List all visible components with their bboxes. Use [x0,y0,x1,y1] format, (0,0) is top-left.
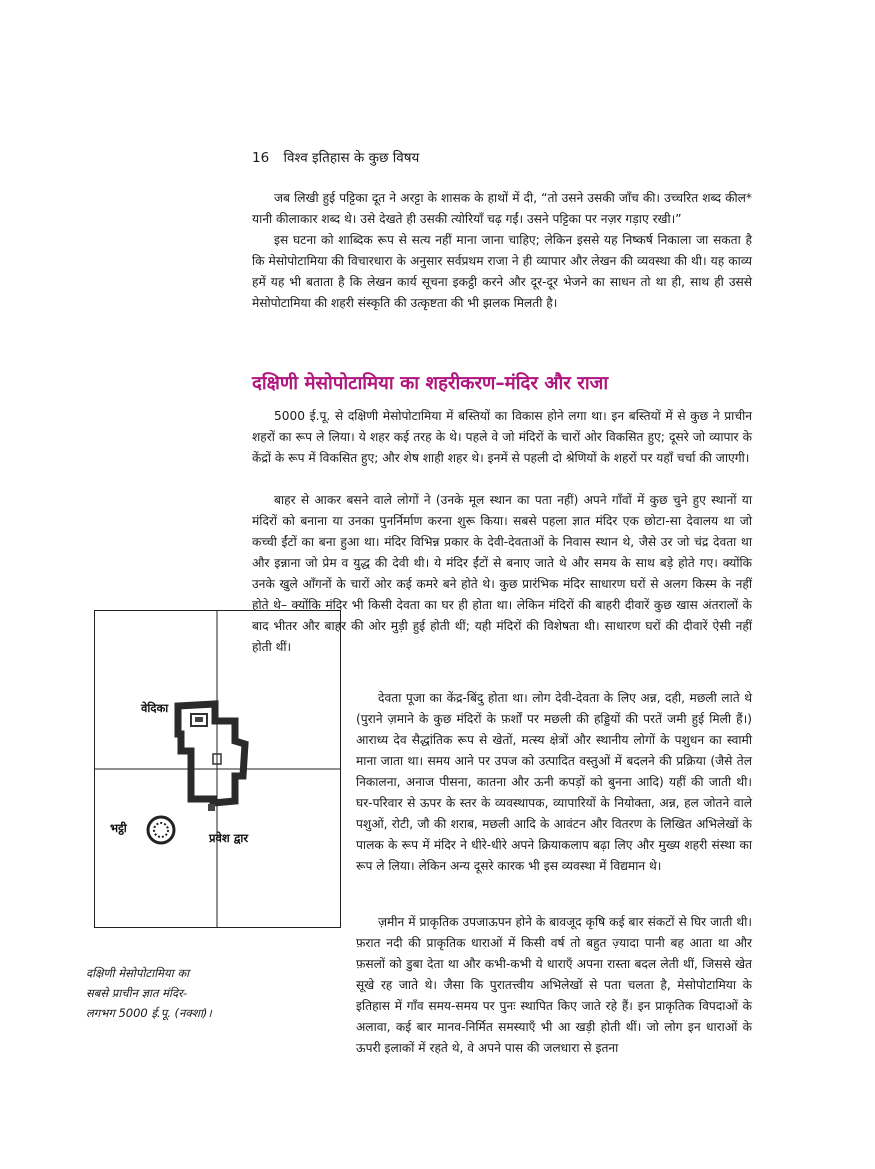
section-paragraph-4-start: ज़मीन में प्राकृतिक उपजाऊपन होने के बावजूद कृषि कई बार संकटों से घिर जाती थी। फ़रात नदी की प्राकृतिक धाराओं में किसी वर्ष तो बहुत ज़्यादा पानी बह आता था और फ़सलों को डुबा देता था और कभी-कभी ये धाराएँ अपना रास्ता बदल लेती थीं, जिससे खेत सूखे रह जाते थे। जैसा कि पुरातत्त्वीय अभिलेखों से पता चलता है, मेसोपोटामिया के इतिहास में गाँव समय-समय पर पुनः स्थापित किए जाते रहे हैं। इन प्राकृतिक विपदाओं के अलावा, कई बार मानव-निर्मित समस्याएँ भी आ खड़ी होती थीं। जो लोग इन धाराओं के ऊपरी इलाकों में रहते थे, वे अपने पास की जलधारा से इतना [356,915,752,1055]
running-title: विश्व इतिहास के कुछ विषय [283,150,420,166]
temple-plan-drawing [95,611,340,927]
intro-paragraph-1: जब लिखी हुई पट्टिका दूत ने अरट्टा के शासक के हाथों में दी, “तो उसने उसकी जाँच की। उच्चरित शब्द कील* यानी कीलाकार शब्द थे। उसे देखते ही उसकी त्योरियाँ चढ़ गईं। उसने पट्टिका पर नज़र गड़ाए रखी।” [252,191,752,226]
page-number: 16 [252,150,270,166]
section-heading: दक्षिणी मेसोपोटामिया का शहरीकरण–मंदिर और राजा [252,373,609,394]
running-head [252,148,419,166]
altar-core [195,717,203,722]
section-text-top [252,406,752,469]
figure-caption [86,963,246,1023]
label-vedika: वेदिका [141,701,169,715]
temple-walls [178,704,245,803]
intro-paragraph-2: इस घटना को शाब्दिक रूप से सत्य नहीं माना जाना चाहिए; लेकिन इससे यह निष्कर्ष निकाला जा सकता है कि मेसोपोटामिया की विचारधारा के अनुसार सर्वप्रथम राजा ने ही व्यापार और लेखन की व्यवस्था की थी। यह काव्य हमें यह भी बताता है कि लेखन कार्य सूचना इकट्ठी करने और दूर-दूर भेजने का साधन तो था ही, साथ ही उससे मेसोपोटामिया की शहरी संस्कृति की उत्कृष्टता की भी झलक मिलती है। [252,233,752,310]
section-paragraph-3: देवता पूजा का केंद्र-बिंदु होता था। लोग देवी-देवता के लिए अन्न, दही, मछली लाते थे (पुराने ज़माने के कुछ मंदिरों के फ़र्शों पर मछली की हड्डियों की परतें जमी हुई मिली हैं।) आराध्य देव सैद्धांतिक रूप से खेतों, मत्स्य क्षेत्रों और स्थानीय लोगों के पशुधन का स्वामी माना जाता था। समय आने पर उपज को उत्पादित वस्तुओं में बदलने की प्रक्रिया (जैसे तेल निकालना, अनाज पीसना, कातना और ऊनी कपड़ों को बुनना आदि) यहीं की जाती थी। घर-परिवार से ऊपर के स्तर के व्यवस्थापक, व्यापारियों के नियोक्ता, अन्न, हल जोतने वाले पशुओं, रोटी, जौ की शराब, मछली आदि के आवंटन और वितरण के लिखित अभिलेखों के पालक के रूप में मंदिर ने धीरे-धीरे अपने क्रियाकलाप बढ़ा लिए और मुख्य शहरी संस्था का रूप ले लिया। लेकिन अन्य दूसरे कारक भी इस व्यवस्था में विद्यमान थे। [356,691,752,873]
entrance-post [208,804,215,811]
caption-line-2: सबसे प्राचीन ज्ञात मंदिर- [86,986,187,1000]
section-text-side-end [356,912,752,1055]
section-paragraph-2: बाहर से आकर बसने वाले लोगों ने (उनके मूल स्थान का पता नहीं) अपने गाँवों में कुछ चुने हुए स्थानों या मंदिरों को बनाना या उनका पुनर्निर्माण करना शुरू किया। सबसे पहला ज्ञात मंदिर एक छोटा-सा देवालय था जो कच्ची ईंटों का बना हुआ था। मंदिर विभिन्न प्रकार के देवी-देवताओं के निवास स्थान थे, जैसे उर जो चंद्र देवता था और इन्नाना जो प्रेम व युद्ध की देवी थी। ये मंदिर ईंटों से बनाए जाते थे और समय के साथ बड़े होते गए। क्योंकि उनके खुले आँगनों के चारों ओर कई कमरे बने होते थे। कुछ प्रारंभिक मंदिर साधारण घरों से अलग किस्म के नहीं होते थे– क्योंकि मंदिर भी किसी देवता का घर ही होता था। लेकिन मंदिरों की बाहरी दीवारें कुछ खास अंतरालों के बाद भीतर और बाहर की ओर मुड़ी हुई होती थीं; यही मंदिरों की विशेषता थी। साधारण घरों की दीवारें ऐसी नहीं होती थीं। [252,493,752,654]
label-bhatti: भट्ठी [110,821,127,835]
section-text-side [356,688,752,877]
caption-line-1: दक्षिणी मेसोपोटामिया का [86,966,190,980]
temple-plan-figure [94,610,341,928]
caption-line-3: लगभग 5000 ई.पू. (नक्शा)। [86,1006,212,1020]
intro-text [252,188,752,314]
kiln [148,817,174,843]
section-paragraph-1: 5000 ई.पू. से दक्षिणी मेसोपोटामिया में बस्तियों का विकास होने लगा था। इन बस्तियों में से कुछ ने प्राचीन शहरों का रूप ले लिया। ये शहर कई तरह के थे। पहले वे जो मंदिरों के चारों ओर विकसित हुए; दूसरे जो व्यापार के केंद्रों के रूप में विकसित हुए; और शेष शाही शहर थे। इनमें से पहली दो श्रेणियों के शहरों पर यहाँ चर्चा की जाएगी। [252,409,752,465]
label-entrance: प्रवेश द्वार [209,831,249,845]
